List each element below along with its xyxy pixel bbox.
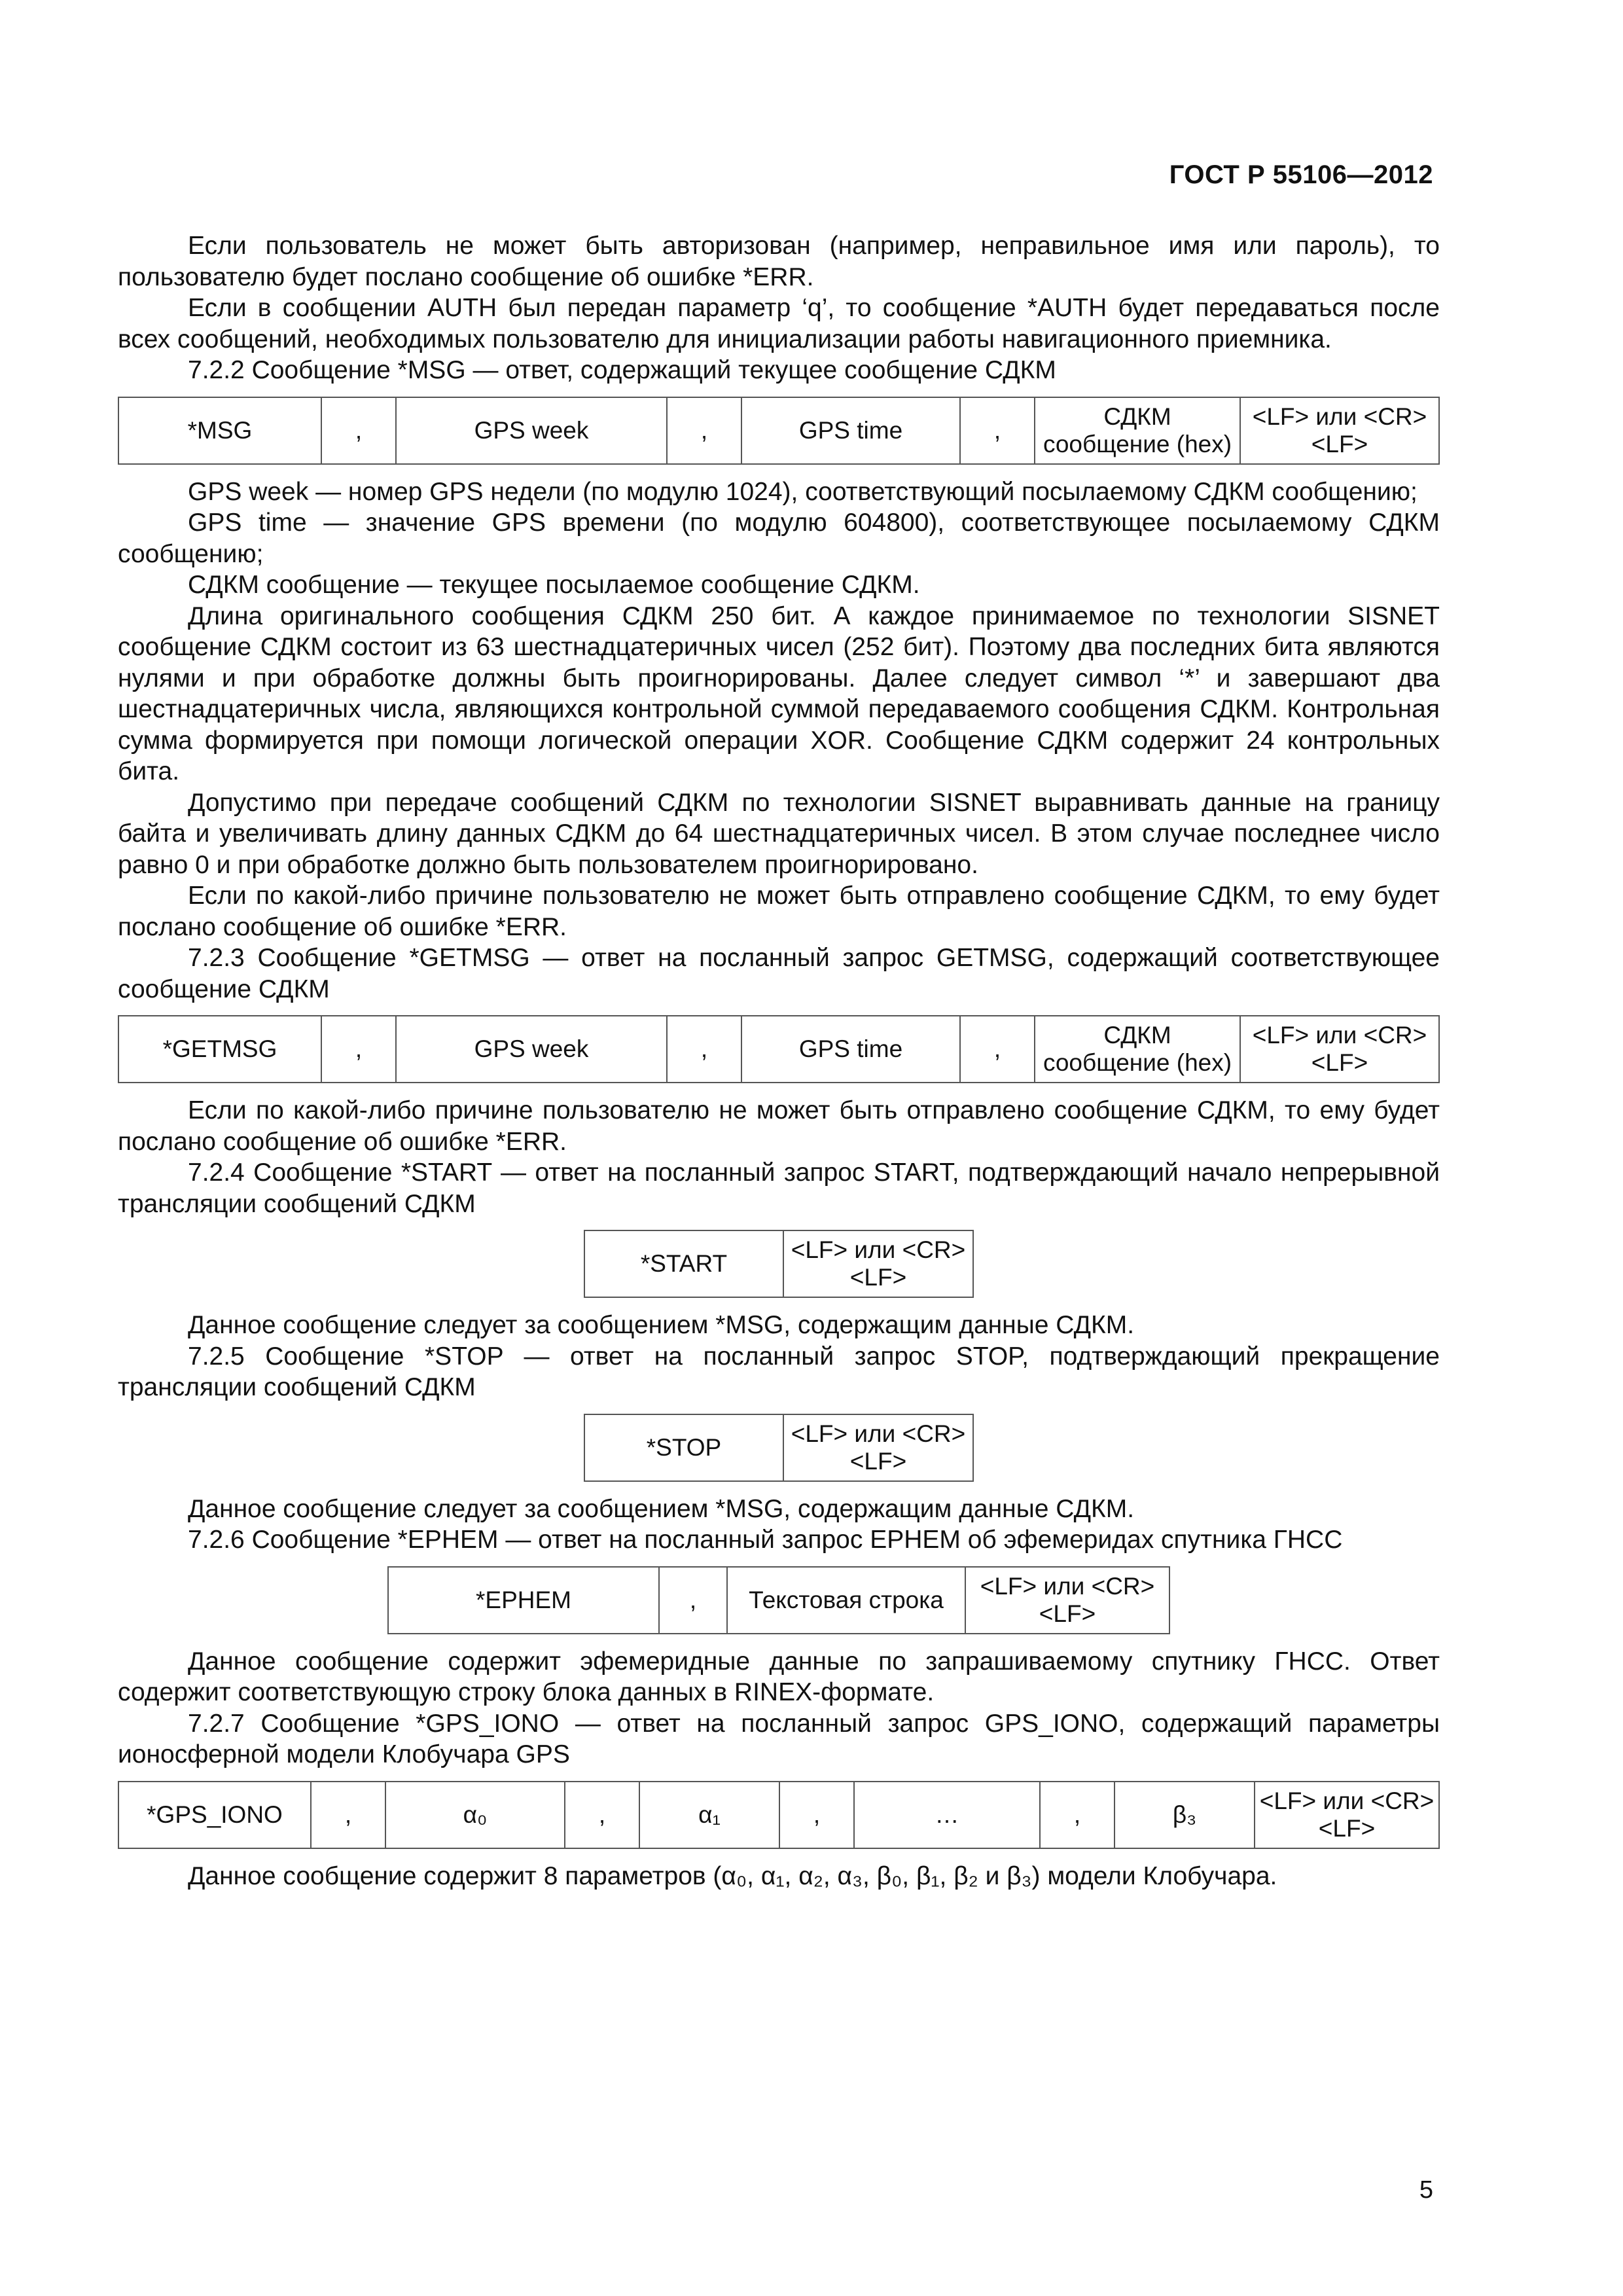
table-cell: , [321,397,396,464]
paragraph: Длина оригинального сообщения СДКМ 250 бит. А каждое принимаемое по технологии SISNET сообщение СДКМ состоит из 63 шестнадцатеричных чисел (252 бит). Поэтому два последних бита являются нулями и при обработке должны быть проигнорированы. Далее следует символ ‘*’ и завершают два шестнадцатеричных числа, являющихся контрольной суммой передаваемого сообщения СДКМ. Контрольная сумма формируется при помощи логической операции XOR. Сообщение СДКМ содержит 24 контрольных бита. [118,601,1440,785]
section-heading-7-2-7: 7.2.7 Сообщение *GPS_IONO — ответ на посланный запрос GPS_IONO, содержащий параметры ионосферной модели Клобучара GPS [118,1709,1440,1768]
start-format-table [584,1230,974,1298]
table-row [118,1016,1439,1083]
paragraph: Данное сообщение содержит эфемеридные данные по запрашиваемому спутнику ГНСС. Ответ содержит соответствующую строку блока данных в RINEX-формате. [118,1647,1440,1706]
table-cell: *EPHEM [388,1567,659,1634]
table-cell: *GETMSG [118,1016,321,1083]
table-cell: <LF> или <CR> <LF> [1255,1782,1439,1848]
paragraph: GPS time — значение GPS времени (по модулю 604800), соответствующее посылаемому СДКМ сообщению; [118,509,1440,568]
table-cell: , [1040,1782,1115,1848]
table-cell: , [667,397,741,464]
table-cell: GPS time [741,1016,960,1083]
table-cell: *START [584,1230,783,1297]
table-cell: СДКМ сообщение (hex) [1035,397,1240,464]
table-cell: GPS week [396,1016,667,1083]
paragraph: Если по какой-либо причине пользователю не может быть отправлено сообщение СДКМ, то ему будет послано сообщение об ошибке *ERR. [118,882,1440,941]
table-cell: *MSG [118,397,321,464]
table-cell: Текстовая строка [727,1567,965,1634]
table-cell: , [565,1782,639,1848]
table-row [118,397,1439,464]
table-cell: *STOP [584,1414,783,1481]
paragraph: Данное сообщение содержит 8 параметров (α₀, α₁, α₂, α₃, β₀, β₁, β₂ и β₃) модели Клобучара. [188,1861,1277,1890]
paragraph: Допустимо при передаче сообщений СДКМ по технологии SISNET выравнивать данные на границу байта и увеличивать длину данных СДКМ до 64 шестнадцатеричных чисел. В этом случае последнее число равно 0 и при обработке должно быть пользователем проигнорировано. [118,788,1440,879]
table-cell: , [311,1782,385,1848]
paragraph: Данное сообщение следует за сообщением *MSG, содержащим данные СДКМ. [188,1494,1135,1523]
document-body [118,230,1440,1892]
stop-format-table [584,1414,974,1482]
section-heading-7-2-6: 7.2.6 Сообщение *EPHEM — ответ на посланный запрос EPHEM об эфемеридах спутника ГНСС [188,1526,1343,1554]
table-cell: α₀ [385,1782,565,1848]
table-cell: <LF> или <CR> <LF> [1240,397,1439,464]
table-cell: , [960,397,1035,464]
page-number: 5 [1419,2176,1433,2204]
paragraph: Если в сообщении AUTH был передан параметр ‘q’, то сообщение *AUTH будет передаваться после всех сообщений, необходимых пользователю для инициализации работы навигационного приемника. [118,294,1440,353]
msg-format-table [118,397,1440,465]
ephem-format-table [387,1566,1170,1634]
table-cell: <LF> или <CR> <LF> [783,1230,973,1297]
table-cell: β₃ [1115,1782,1255,1848]
table-cell: <LF> или <CR> <LF> [783,1414,973,1481]
paragraph: Данное сообщение следует за сообщением *MSG, содержащим данные СДКМ. [188,1311,1135,1339]
table-cell: , [667,1016,741,1083]
getmsg-format-table [118,1015,1440,1083]
table-cell: , [779,1782,854,1848]
table-cell: GPS time [741,397,960,464]
table-cell: <LF> или <CR> <LF> [965,1567,1169,1634]
paragraph: GPS week — номер GPS недели (по модулю 1024), соответствующий посылаемому СДКМ сообщению; [188,477,1418,506]
table-cell: α₁ [639,1782,779,1848]
paragraph: Если по какой-либо причине пользователю не может быть отправлено сообщение СДКМ, то ему будет послано сообщение об ошибке *ERR. [118,1096,1440,1156]
section-heading-7-2-3: 7.2.3 Сообщение *GETMSG — ответ на посланный запрос GETMSG, содержащий соответствующее сообщение СДКМ [118,944,1440,1003]
table-cell: GPS week [396,397,667,464]
section-heading-7-2-5: 7.2.5 Сообщение *STOP — ответ на посланный запрос STOP, подтверждающий прекращение трансляции сообщений СДКМ [118,1342,1440,1401]
table-cell: , [321,1016,396,1083]
section-heading-7-2-4: 7.2.4 Сообщение *START — ответ на посланный запрос START, подтверждающий начало непрерывной трансляции сообщений СДКМ [118,1158,1440,1218]
table-cell: <LF> или <CR> <LF> [1240,1016,1439,1083]
paragraph: СДКМ сообщение — текущее посылаемое сообщение СДКМ. [188,571,920,599]
table-cell: … [854,1782,1040,1848]
table-cell: СДКМ сообщение (hex) [1035,1016,1240,1083]
document-header: ГОСТ Р 55106—2012 [1169,160,1433,189]
section-heading-7-2-2: 7.2.2 Сообщение *MSG — ответ, содержащий текущее сообщение СДКМ [188,356,1056,384]
table-row [118,1782,1439,1848]
table-cell: *GPS_IONO [118,1782,311,1848]
table-row [584,1414,973,1481]
table-row [584,1230,973,1297]
table-row [388,1567,1169,1634]
paragraph: Если пользователь не может быть авторизован (например, неправильное имя или пароль), то пользователю будет послано сообщение об ошибке *ERR. [118,232,1440,291]
table-cell: , [659,1567,727,1634]
iono-format-table [118,1781,1440,1849]
table-cell: , [960,1016,1035,1083]
